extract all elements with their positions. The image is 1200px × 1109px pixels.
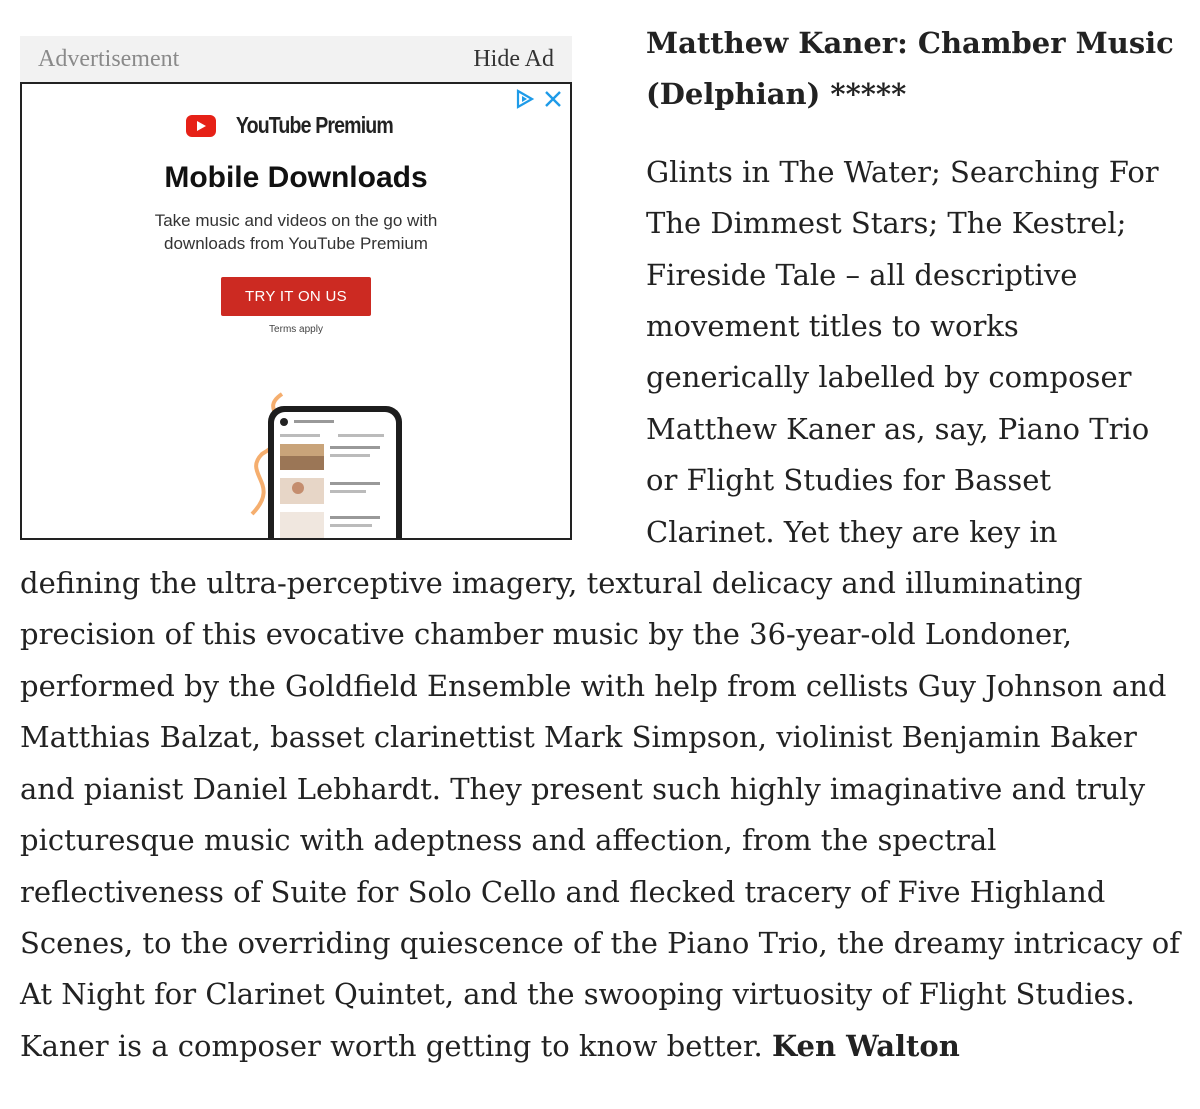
advertisement <box>20 36 572 540</box>
ad-cta-button[interactable]: TRY IT ON US <box>221 277 371 316</box>
ad-brand: YouTube Premium <box>235 112 393 138</box>
youtube-play-icon <box>186 115 216 137</box>
review-title: Matthew Kaner: Chamber Music (Delphian) ***** <box>646 26 1174 112</box>
ad-body: Take music and videos on the go with downloads from YouTube Premium <box>154 211 438 253</box>
review-text: Glints in The Water; Searching For The Dimmest Stars; The Kestrel; Fireside Tale – all descriptive movement titles to works generically labelled by composer Matthew Kaner as, say, Piano Trio or Flight Studies for Basset Clarinet. Yet they are key in defining the ultra-perceptive imagery, textural delicacy and illuminating precision of this evocative chamber music by the 36-year-old Londoner, performed by the Goldfield Ensemble with help from cellists Guy Johnson and Matthias Balzat, basset clarinettist Mark Simpson, violinist Benjamin Baker and pianist Daniel Lebhardt. They present such highly imaginative and truly picturesque music with adeptness and affection, from the spectral reflectiveness of Suite for Solo Cello and flecked tracery of Five Highland Scenes, to the overriding quiescence of the Piano Trio, the dreamy intricacy of At Night for Clarinet Quintet, and the swooping virtuosity of Flight Studies. Kaner is a composer worth getting to know better. <box>20 154 1180 1063</box>
ad-terms: Terms apply <box>269 324 323 335</box>
close-icon[interactable] <box>542 88 564 110</box>
ad-choices[interactable] <box>514 88 564 110</box>
ad-label: Advertisement <box>38 45 180 72</box>
hide-ad-link[interactable]: Hide Ad <box>473 45 554 72</box>
ad-header <box>20 36 572 82</box>
ad-headline: Mobile Downloads <box>164 161 428 194</box>
phone-illustration <box>242 384 412 540</box>
adchoices-icon[interactable] <box>514 88 536 110</box>
ad-frame[interactable] <box>20 82 572 540</box>
review-byline: Ken Walton <box>771 1028 960 1063</box>
youtube-premium-logo <box>22 112 570 139</box>
article <box>20 18 1180 1072</box>
